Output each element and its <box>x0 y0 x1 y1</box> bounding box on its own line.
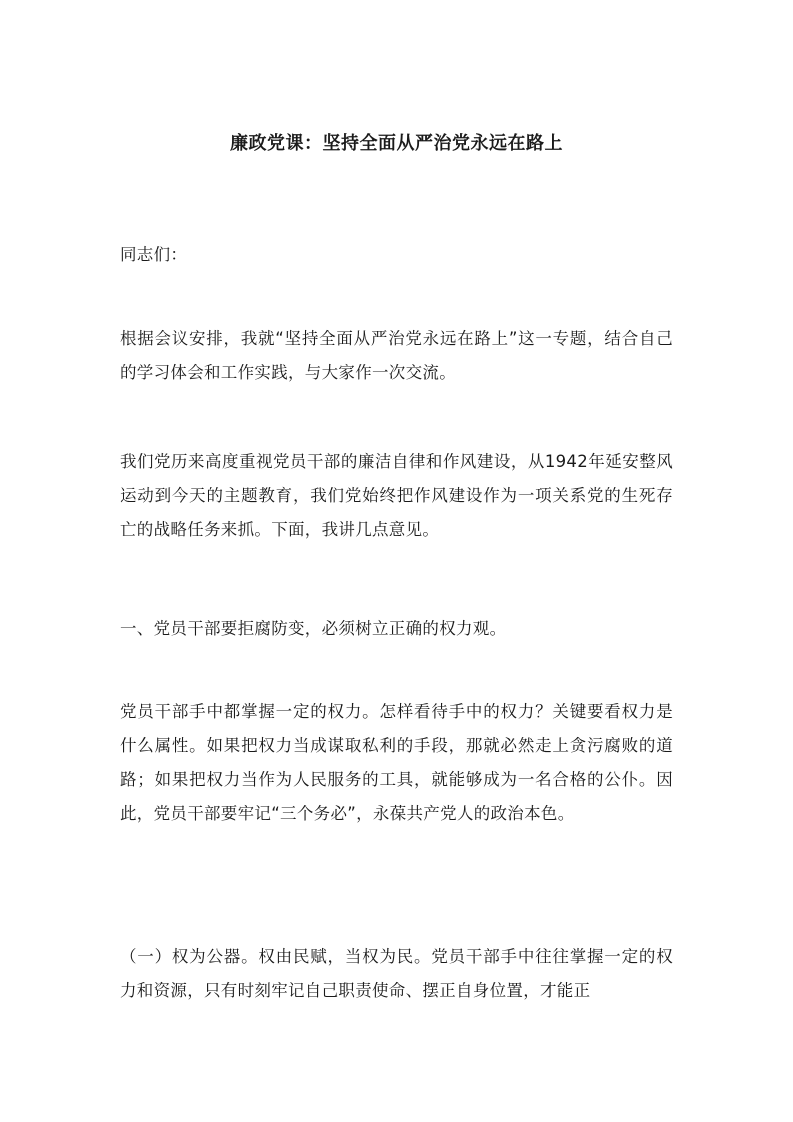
section-body-1: 党员干部手中都掌握一定的权力。怎样看待手中的权力？关键要看权力是什么属性。如果把权力当成谋取私利的手段，那就必然走上贪污腐败的道路；如果把权力当作为人民服务的工具，就能够成为一名合格的公仆。因此，党员干部要牢记“三个务必”，永葆共产党人的政治本色。 <box>120 702 673 823</box>
section-heading-1: 一、党员干部要拒腐防变，必须树立正确的权力观。 <box>120 619 507 638</box>
history-paragraph: 我们党历来高度重视党员干部的廉洁自律和作风建设，从1942年延安整风运动到今天的主题教育，我们党始终把作风建设作为一项关系党的生死存亡的战略任务来抓。下面，我讲几点意见。 <box>120 452 673 539</box>
greeting-paragraph: 同志们： <box>120 245 188 264</box>
intro-paragraph: 根据会议安排，我就“坚持全面从严治党永远在路上”这一专题，结合自己的学习体会和工作实践，与大家作一次交流。 <box>120 329 673 382</box>
document-title: 廉政党课：坚持全面从严治党永远在路上 <box>230 133 563 154</box>
subsection-paragraph-1: （一）权为公器。权由民赋，当权为民。党员干部手中往往掌握一定的权力和资源，只有时刻牢记自己职责使命、摆正自身位置，才能正 <box>120 947 673 1000</box>
